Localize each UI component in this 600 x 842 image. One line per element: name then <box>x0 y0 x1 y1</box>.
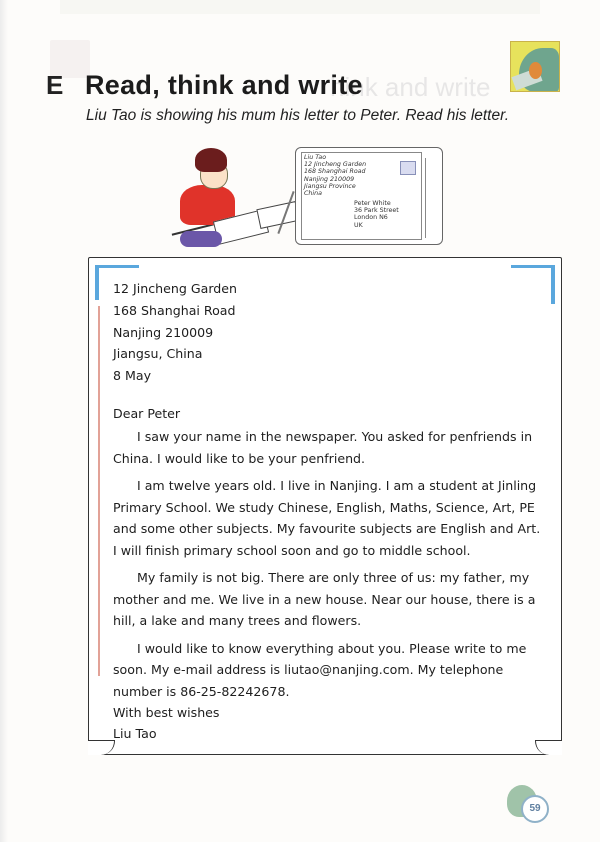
bleed-through-title: hink and write <box>330 72 491 102</box>
bird-mascot-icon <box>503 783 553 823</box>
envelope-illustration <box>295 147 443 245</box>
letter-signature: Liu Tao <box>113 726 157 742</box>
page-edge-shadow <box>0 0 8 842</box>
envelope-recipient: Peter White 36 Park Street London N6 UK <box>354 200 399 229</box>
envelope-sender: Liu Tao 12 Jincheng Garden 168 Shanghai Road Nanjing 210009 Jiangsu Province China <box>304 154 367 198</box>
letter-body <box>113 278 543 744</box>
letter-date: 8 May <box>113 368 152 384</box>
reading-owl-icon <box>510 41 560 92</box>
letter-paragraph: I saw your name in the newspaper. You asked for penfriends in China. I would like to be your penfriend. <box>113 429 533 466</box>
address-line: Nanjing 210009 <box>113 324 214 340</box>
pencil-case-icon <box>180 231 222 247</box>
letter-closing: With best wishes <box>113 705 220 721</box>
boy-writing-illustration <box>160 143 310 248</box>
section-letter: E <box>46 70 64 100</box>
letter-paragraph: I would like to know everything about you. Please write to me soon. My e-mail address is liutao@nanjing.com. My telephone number is 86-25-82242678. <box>113 640 527 699</box>
instruction-text: Liu Tao is showing his mum his letter to Peter. Read his letter. <box>86 107 510 124</box>
top-bleed-through <box>60 0 540 14</box>
address-line: 168 Shanghai Road <box>113 302 236 318</box>
stamp-icon <box>400 161 416 175</box>
letter-box <box>88 257 562 755</box>
letter-paragraph: I am twelve years old. I live in Nanjing. I am a student at Jinling Primary School. We study Chinese, English, Maths, Science, Art, PE and some other subjects. My favourite subjects are English and Art. I will finish primary school soon and go to middle school. <box>113 478 541 558</box>
section-title: Read, think and write <box>85 70 363 100</box>
sender-address <box>113 278 543 387</box>
letter-greeting: Dear Peter <box>113 405 181 421</box>
address-line: 12 Jincheng Garden <box>113 281 238 296</box>
page-number: 59 <box>521 795 549 823</box>
page-curl-left <box>88 740 115 755</box>
letter-paragraph: My family is not big. There are only three of us: my father, my mother and me. We live in a new house. Near our house, there is a hill, a lake and many trees and flowers. <box>113 570 536 629</box>
address-line: Jiangsu, China <box>113 346 203 362</box>
margin-line <box>98 306 100 676</box>
small-envelope-icon <box>256 201 299 229</box>
